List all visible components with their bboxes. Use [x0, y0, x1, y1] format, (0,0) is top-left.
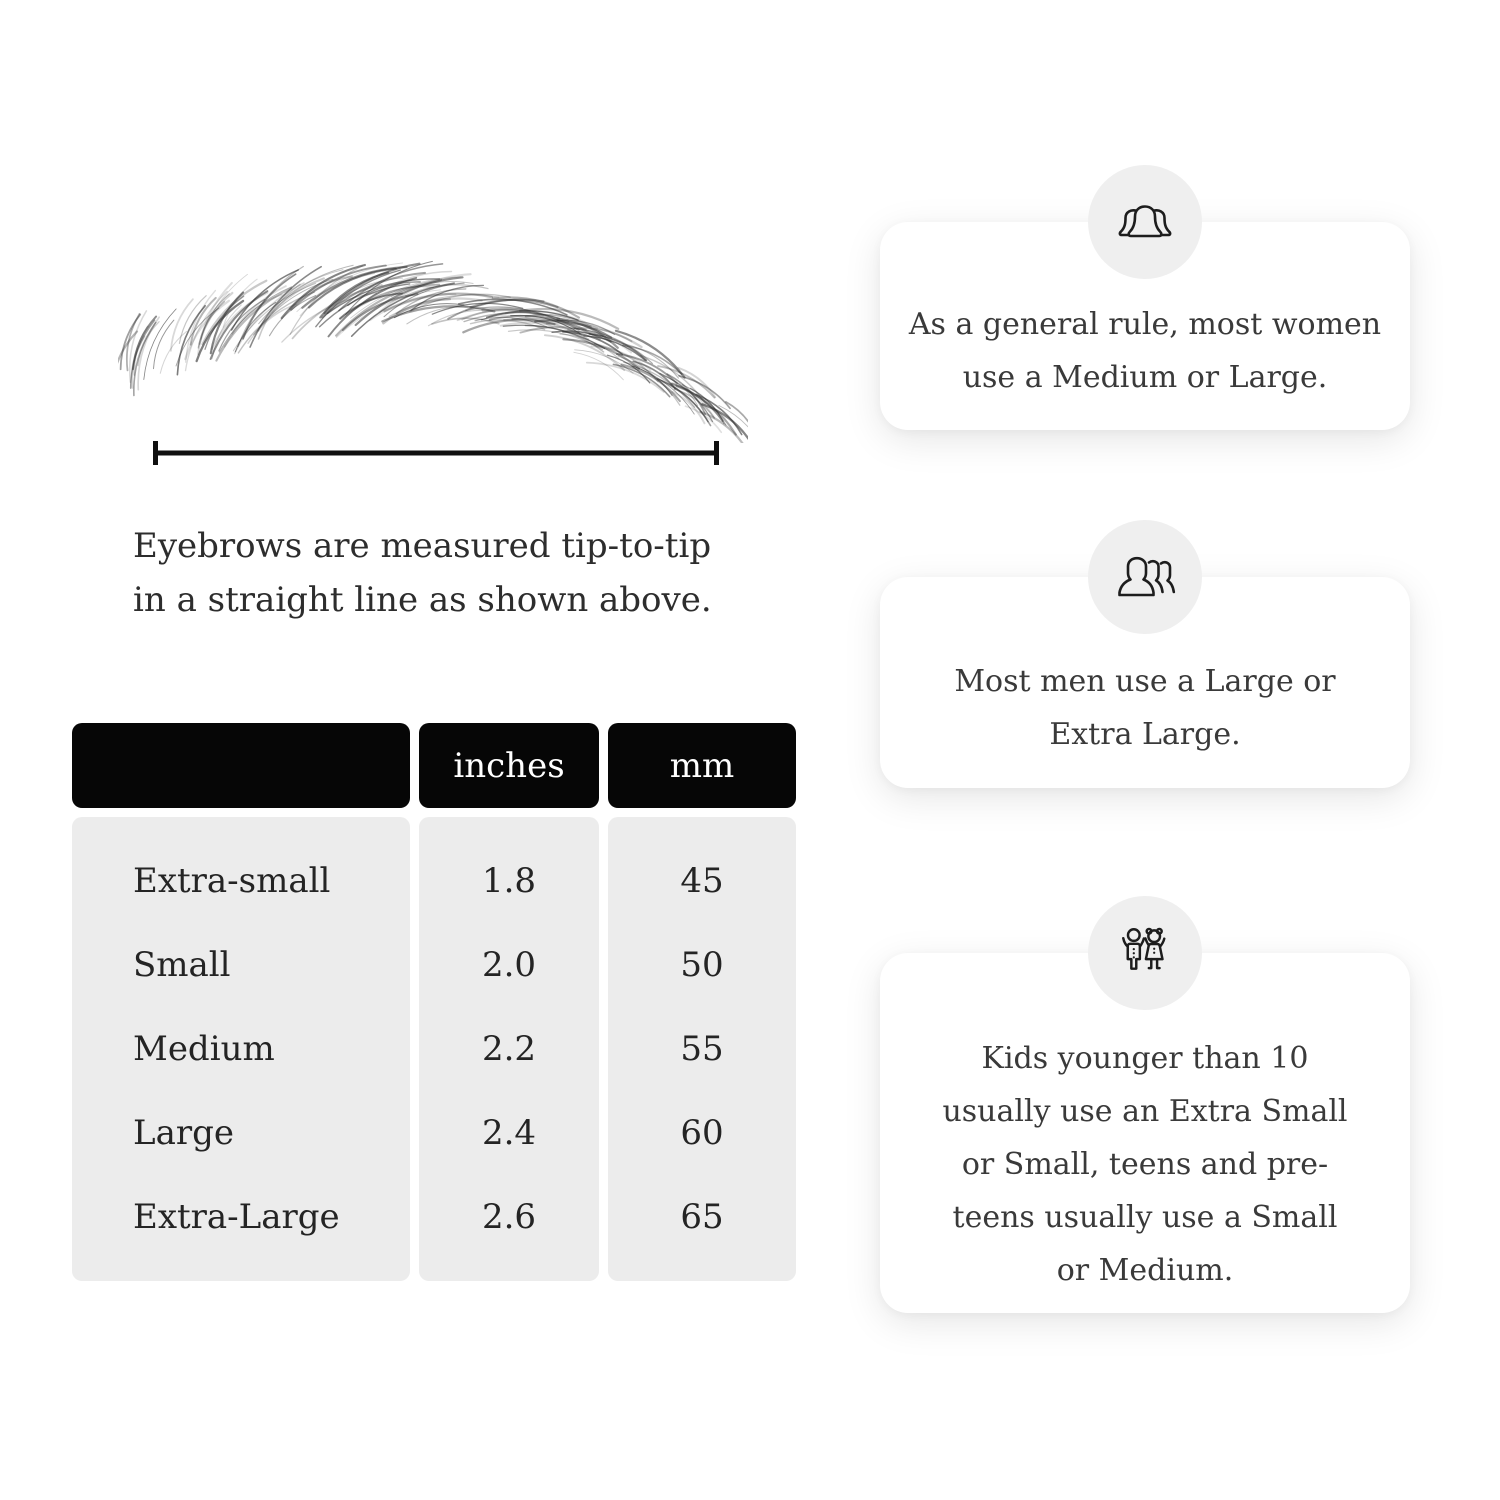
table-cell-mm: 50 — [680, 945, 724, 985]
card-text: Most men use a Large or Extra Large. — [954, 663, 1336, 752]
table-column-labels — [72, 817, 410, 1281]
men-group-icon — [1113, 554, 1177, 600]
icon-circle — [1088, 896, 1202, 1010]
info-card-women — [880, 222, 1410, 430]
table-row-label: Large — [133, 1113, 234, 1153]
table-column-mm — [608, 817, 796, 1281]
table-cell-mm: 65 — [680, 1197, 724, 1237]
icon-circle — [1088, 165, 1202, 279]
eyebrow-illustration — [118, 243, 748, 443]
card-text: As a general rule, most women use a Medium or Large. — [908, 307, 1382, 395]
table-header-mm: mm — [608, 723, 796, 808]
table-row-label: Medium — [133, 1029, 275, 1069]
caption-line-2: in a straight line as shown above. — [133, 580, 712, 620]
table-cell-mm: 45 — [680, 861, 724, 901]
table-cell-inches: 2.0 — [481, 945, 537, 985]
table-row-label: Extra-small — [133, 861, 331, 901]
caption-line-1: Eyebrows are measured tip-to-tip — [133, 526, 712, 566]
table-cell-inches: 2.2 — [481, 1029, 537, 1069]
table-header-inches: inches — [419, 723, 599, 808]
size-table — [72, 723, 796, 1281]
table-cell-inches: 1.8 — [481, 861, 537, 901]
table-header-size — [72, 723, 410, 808]
table-row-label: Small — [133, 945, 231, 985]
kids-icon — [1119, 925, 1171, 981]
info-card-men — [880, 577, 1410, 788]
measurement-caption — [133, 519, 793, 627]
table-cell-inches: 2.4 — [481, 1113, 537, 1153]
table-row-label: Extra-Large — [133, 1197, 340, 1237]
table-cell-mm: 55 — [680, 1029, 724, 1069]
table-cell-inches: 2.6 — [481, 1197, 537, 1237]
card-text: Kids younger than 10 usually use an Extra Small or Small, teens and pre-teens usually use a Small or Medium. — [942, 1040, 1348, 1288]
table-column-inches — [419, 817, 599, 1281]
measurement-line — [150, 439, 722, 467]
table-cell-mm: 60 — [680, 1113, 724, 1153]
info-card-kids — [880, 953, 1410, 1313]
icon-circle — [1088, 520, 1202, 634]
women-group-icon — [1113, 199, 1177, 245]
